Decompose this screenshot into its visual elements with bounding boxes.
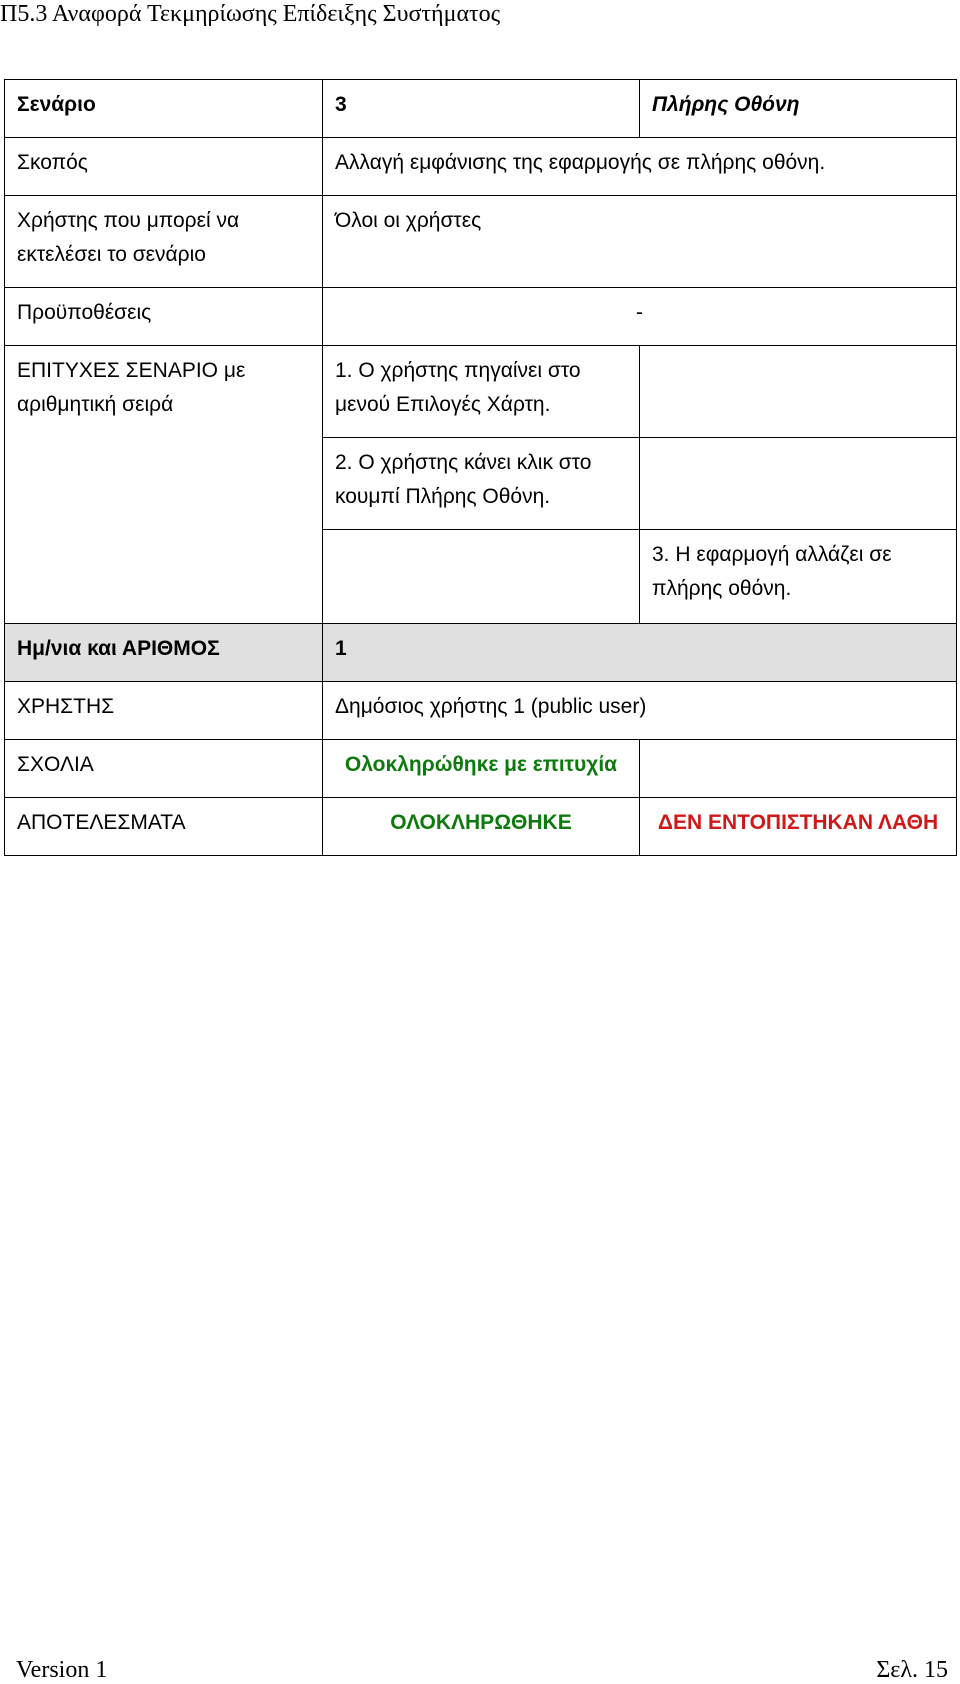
step-1-text: 1. Ο χρήστης πηγαίνει στο μενού Επιλογές Χάρτη. [323,346,640,438]
step-2-text: 2. Ο χρήστης κάνει κλικ στο κουμπί Πλήρης Οθόνη. [323,438,640,530]
comments-value: Ολοκληρώθηκε με επιτυχία [323,740,640,798]
preconditions-row [5,288,957,346]
purpose-value: Αλλαγή εμφάνισης της εφαρμογής σε πλήρης οθόνη. [323,138,957,196]
comments-row [5,740,957,798]
user-row-label: ΧΡΗΣΤΗΣ [5,682,323,740]
date-number-value: 1 [323,624,957,682]
steps-label-end [5,530,323,624]
step-1-system-cell [640,346,957,438]
purpose-row [5,138,957,196]
comments-empty-cell [640,740,957,798]
user-row [5,682,957,740]
preconditions-label: Προϋποθέσεις [5,288,323,346]
date-number-row [5,624,957,682]
step-3-user-cell [323,530,640,624]
step-row-3 [5,530,957,624]
step-3-text: 3. Η εφαρμογή αλλάζει σε πλήρης οθόνη. [640,530,957,624]
scenario-header-row [5,80,957,138]
scenario-table [4,79,957,856]
eligible-user-label: Χρήστης που μπορεί να εκτελέσει το σενάριο [5,196,323,288]
results-row [5,798,957,856]
scenario-number: 3 [323,80,640,138]
results-errors: ΔΕΝ ΕΝΤΟΠΙΣΤΗΚΑΝ ΛΑΘΗ [640,798,957,856]
purpose-label: Σκοπός [5,138,323,196]
scenario-name: Πλήρης Οθόνη [640,80,957,138]
step-2-system-cell [640,438,957,530]
results-status: ΟΛΟΚΛΗΡΩΘΗΚΕ [323,798,640,856]
document-header-title: Π5.3 Αναφορά Τεκμηρίωσης Επίδειξης Συστήματος [0,1,501,27]
preconditions-value: - [323,288,957,346]
date-number-label: Ημ/νια και ΑΡΙΘΜΟΣ [5,624,323,682]
step-row-2 [5,438,957,530]
steps-label: ΕΠΙΤΥΧΕΣ ΣΕΝΑΡΙΟ με αριθμητική σειρά [5,346,323,438]
results-label: ΑΠΟΤΕΛΕΣΜΑΤΑ [5,798,323,856]
scenario-label: Σενάριο [5,80,323,138]
comments-label: ΣΧΟΛΙΑ [5,740,323,798]
eligible-user-row [5,196,957,288]
footer-version: Version 1 [16,1657,108,1683]
user-row-value: Δημόσιος χρήστης 1 (public user) [323,682,957,740]
steps-label-continued [5,438,323,530]
eligible-user-value: Όλοι οι χρήστες [323,196,957,288]
step-row-1 [5,346,957,438]
footer-page-number: Σελ. 15 [876,1657,948,1683]
